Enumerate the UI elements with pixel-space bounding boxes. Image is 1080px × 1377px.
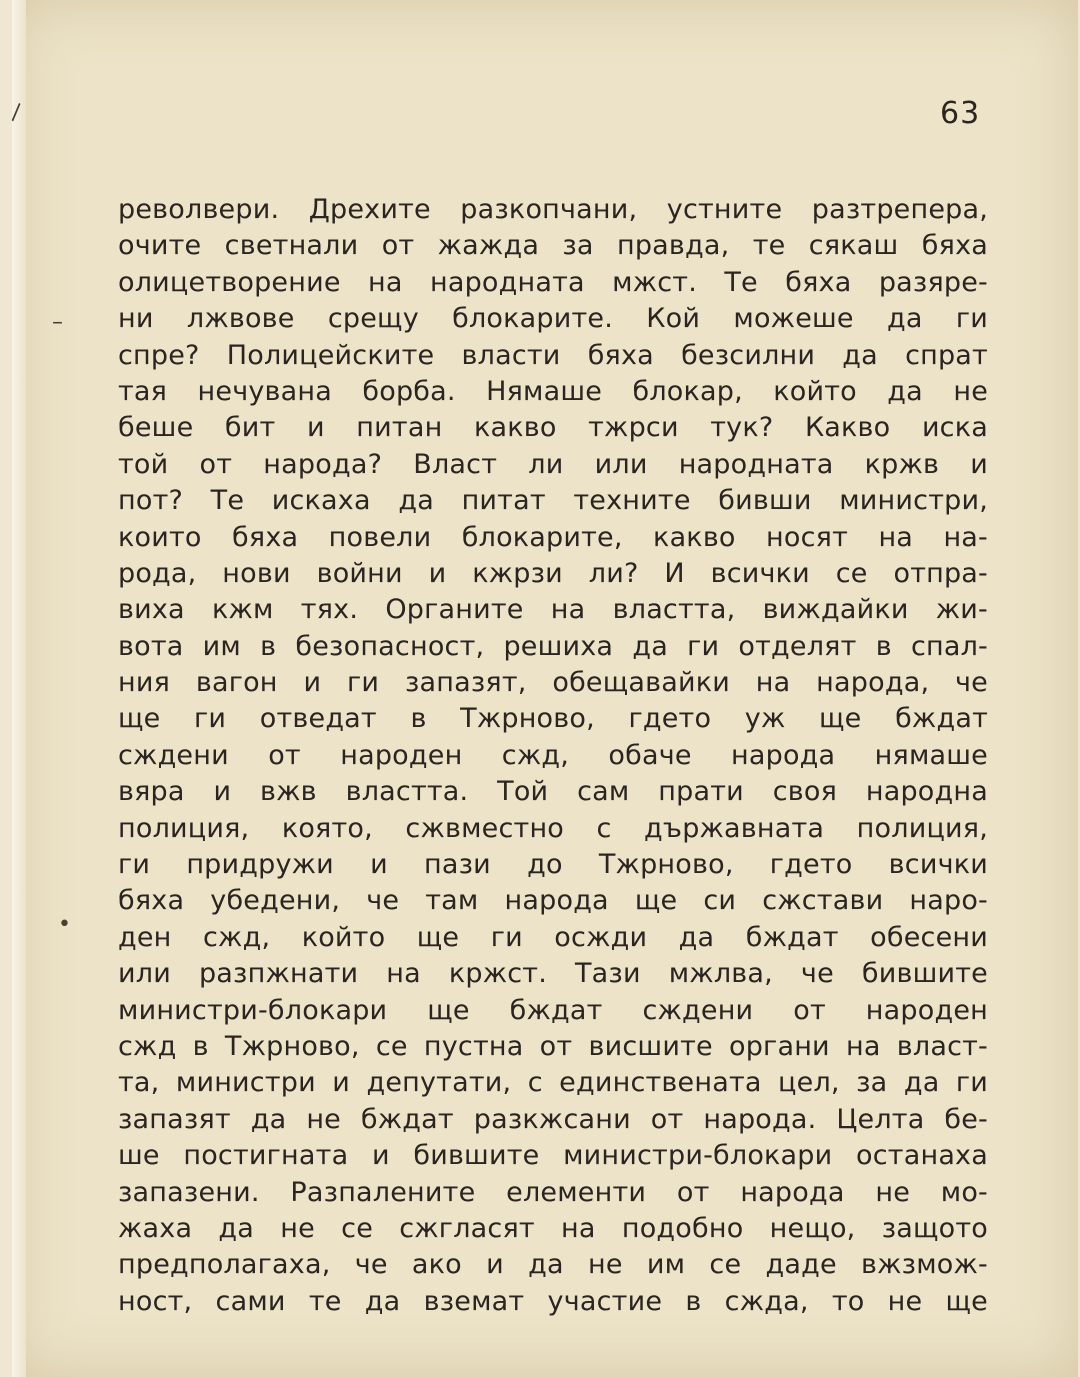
text-line: ния вагон и ги запазят, обещавайки на народа, че bbox=[118, 667, 988, 699]
text-line: министри-блокари ще бждат сждени от народен bbox=[118, 994, 988, 1026]
text-line: беше бит и питан какво тжрси тук? Какво иска bbox=[118, 412, 988, 444]
text-line: вота им в безопасност, решиха да ги отделят в спал- bbox=[118, 630, 988, 662]
text-line: или разпжнати на кржст. Тази мжлва, че бившите bbox=[118, 958, 988, 990]
text-line: пот? Те искаха да питат техните бивши министри, bbox=[118, 485, 988, 517]
margin-mark: – bbox=[52, 310, 63, 335]
text-line: тая нечувана борба. Нямаше блокар, който да не bbox=[118, 375, 988, 407]
page-text bbox=[118, 192, 988, 1320]
text-line: ден сжд, който ще ги осжди да бждат обесени bbox=[118, 921, 988, 953]
text-line: ще ги отведат в Тжрново, гдето уж ще бждат bbox=[118, 703, 988, 735]
text-line: полиция, която, сжвместно с държавната полиция, bbox=[118, 812, 988, 844]
text-line: ни лжвове срещу блокарите. Кой можеше да ги bbox=[118, 303, 988, 335]
text-line: ше постигната и бившите министри-блокари останаха bbox=[118, 1140, 988, 1172]
text-line: виха кжм тях. Органите на властта, виждайки жи- bbox=[118, 594, 988, 626]
text-line: сжд в Тжрново, се пустна от висшите органи на власт- bbox=[118, 1030, 988, 1062]
text-line: та, министри и депутати, с единствената цел, за да ги bbox=[118, 1067, 988, 1099]
text-line: олицетворение на народната мжст. Те бяха разяре- bbox=[118, 266, 988, 298]
text-line: очите светнали от жажда за правда, те сякаш бяха bbox=[118, 230, 988, 262]
margin-mark: • bbox=[58, 912, 71, 937]
text-line: вяра и вжв властта. Той сам прати своя народна bbox=[118, 776, 988, 808]
text-line: които бяха повели блокарите, какво носят на на- bbox=[118, 521, 988, 553]
text-line: жаха да не се сжгласят на подобно нещо, защото bbox=[118, 1212, 988, 1244]
text-line: бяха убедени, че там народа ще си сжстави наро- bbox=[118, 885, 988, 917]
text-line: предполагаха, че ако и да не им се даде вжзмож- bbox=[118, 1249, 988, 1281]
margin-mark: \ bbox=[4, 100, 27, 125]
text-line: запазени. Разпалените елементи от народа не мо- bbox=[118, 1176, 988, 1208]
book-page bbox=[4, 0, 1078, 1377]
text-line: ги придружи и пази до Тжрново, гдето всички bbox=[118, 849, 988, 881]
page-edge bbox=[12, 0, 26, 1377]
text-line: той от народа? Власт ли или народната кржв и bbox=[118, 448, 988, 480]
page-number: 63 bbox=[940, 96, 981, 131]
text-line: спре? Полицейските власти бяха безсилни да спрат bbox=[118, 339, 988, 371]
text-line: револвери. Дрехите разкопчани, устните разтрепера, bbox=[118, 194, 988, 225]
text-line: рода, нови войни и кжрзи ли? И всички се отпра- bbox=[118, 557, 988, 589]
text-line: ност, сами те да вземат участие в сжда, то не ще bbox=[118, 1285, 988, 1317]
text-line: сждени от народен сжд, обаче народа нямаше bbox=[118, 739, 988, 771]
text-line: запазят да не бждат разкжсани от народа. Целта бе- bbox=[118, 1103, 988, 1135]
